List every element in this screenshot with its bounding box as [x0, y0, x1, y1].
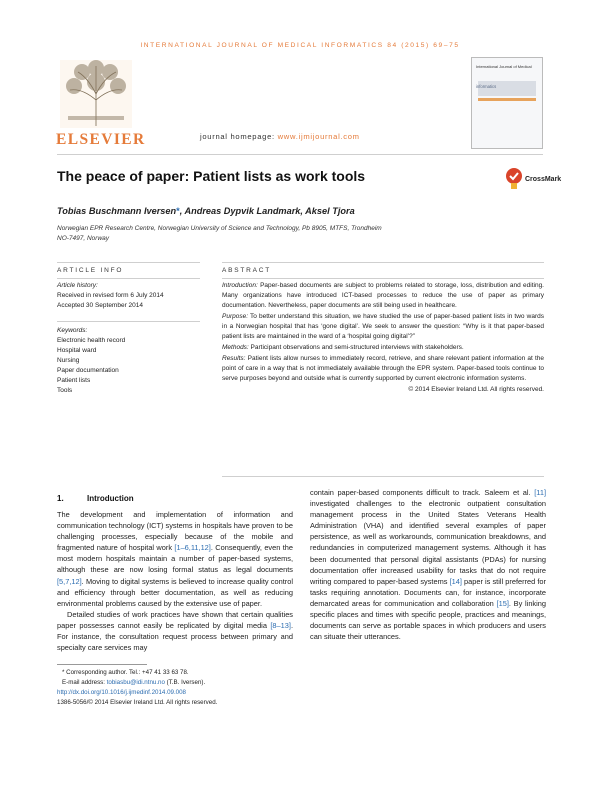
- elsevier-tree-logo: [60, 60, 132, 128]
- abstract-introduction: Introduction: Paper-based documents are subject to problems related to storage, loss, distribution and editing. Many organizations have introduced ICT-based processes to reduce the use of paper as primary documentation. Nevertheless, paper documents are still being used in healthcare.: [222, 282, 544, 309]
- keyword: Tools: [57, 387, 73, 394]
- first-author: Tobias Buschmann Iversen: [57, 206, 177, 216]
- intro-paragraph-1: The development and implementation of information and communication technology (ICT) systems in hospitals have proven to be challenging processes, especially because of the mobile and fragmented nature of hospital work [1–6,11,12]. Consequently, even the most modern hospitals maintain a number of paper-based systems, although these are now losing formal status as legal documents [5,7,12]. Moving to digital systems is believed to increase quality control and efficiency through better documentation, as well as reducing environmental problems caused by the extensive use of paper.: [57, 510, 293, 608]
- article-info-rule-bottom: [57, 278, 200, 279]
- citation-link[interactable]: [14]: [449, 576, 462, 586]
- homepage-link[interactable]: www.ijmijournal.com: [277, 132, 360, 141]
- doi-link[interactable]: http://dx.doi.org/10.1016/j.ijmedinf.2014.09.008: [57, 689, 186, 696]
- footnotes: [57, 668, 357, 708]
- history-label: Article history:: [57, 282, 98, 289]
- abstract-label: Results:: [222, 355, 246, 362]
- article-info-heading: ARTICLE INFO: [57, 267, 124, 274]
- body-left-column: [57, 509, 293, 653]
- author-list: [57, 206, 355, 216]
- section-title: Introduction: [87, 494, 134, 503]
- cover-title: informatics: [476, 84, 497, 89]
- crossmark-icon[interactable]: [505, 167, 523, 189]
- abstract-methods: Methods: Participant observations and semi-structured interviews with stakeholders.: [222, 344, 464, 351]
- affiliation-line-1: Norwegian EPR Research Centre, Norwegian University of Science and Technology, Pb 8905, MTFS, Trondheim: [57, 225, 382, 232]
- other-authors: , Andreas Dypvik Landmark, Aksel Tjora: [179, 206, 355, 216]
- affiliation-line-2: NO-7497, Norway: [57, 235, 110, 242]
- abstract-copyright: © 2014 Elsevier Ireland Ltd. All rights reserved.: [408, 386, 544, 393]
- publisher-logo-text: ELSEVIER: [56, 131, 146, 148]
- received-date: Received in revised form 6 July 2014: [57, 292, 164, 299]
- corresponding-author-marker[interactable]: *: [176, 206, 180, 216]
- keyword: Paper documentation: [57, 367, 119, 374]
- body-right-column: [310, 487, 546, 642]
- abstract-rule-top: [222, 262, 544, 263]
- corresponding-author-note: * Corresponding author. Tel.: +47 41 33 63 78.: [62, 669, 189, 676]
- section-heading-introduction: [57, 494, 134, 503]
- footnote-divider: [57, 664, 147, 665]
- crossmark-label[interactable]: CrossMark: [525, 176, 562, 183]
- keyword: Electronic health record: [57, 337, 126, 344]
- keyword: Hospital ward: [57, 347, 97, 354]
- article-info-rule-top: [57, 262, 200, 263]
- intro-paragraph-continued: contain paper-based components difficult to track. Saleem et al. [11] investigated challenges to the electronic outpatient consultation management process in the United States Veterans Health Administration (VHA) and identified several examples of paper persistence, as well as workarounds, communication breakdowns, and redundancies in computerized management systems. Although it has been documented that personal digital assistants (PDAs) for nursing documentation offer increased usability for tasks that do not require writing compared to paper-based systems [14] paper is still preferred for tasks requiring annotation. Documents can, for instance, incorporate demarcated areas for communication and collaboration [15]. By linking specific places and times with specific people, practices and meanings, documents can serve as portable spaces in which producers and users can situate their utterances.: [310, 488, 546, 642]
- homepage-label: journal homepage:: [200, 132, 278, 141]
- abstract-label: Methods:: [222, 344, 249, 351]
- abstract-purpose: Purpose: To better understand this situation, we have studied the use of paper-based patient lists in two wards in a Norwegian hospital that has ‘gone digital’. We seek to answer the question: “Why is it that paper-based patient lists are maintained in the ward of a ‘hospital going digital’?”: [222, 313, 544, 340]
- abstract-rule-bottom: [222, 278, 544, 279]
- citation-link[interactable]: [5,7,12]: [57, 576, 82, 586]
- citation-link[interactable]: [8–13]: [270, 620, 291, 630]
- affiliation: [57, 224, 497, 244]
- keywords-label: Keywords:: [57, 327, 88, 334]
- citation-link[interactable]: [11]: [534, 488, 546, 497]
- article-info: [57, 281, 197, 396]
- abstract-results: Results: Patient lists allow nurses to immediately record, retrieve, and share relevant patient information at the point of care in a way that is not immediately available through the EPR system. Paper-based tools continue to serve purposes beyond and outside what is currently supported by current electronic information systems.: [222, 355, 544, 382]
- email-link[interactable]: tobiasbu@idi.ntnu.no: [106, 679, 165, 686]
- keywords-divider: [57, 321, 200, 322]
- cover-journal-top: International Journal of Medical: [476, 64, 532, 69]
- abstract-label: Purpose:: [222, 313, 249, 320]
- intro-paragraph-2: Detailed studies of work practices have shown that certain qualities paper possesses cannot easily be replicated by digital media [8–13]. For instance, the consultation request process between primary and specialty care services may: [57, 609, 293, 653]
- cover-accent-bar: [478, 98, 536, 101]
- keyword: Patient lists: [57, 377, 91, 384]
- article-title: The peace of paper: Patient lists as work tools: [57, 168, 366, 184]
- abstract-label: Introduction:: [222, 282, 258, 289]
- keyword: Nursing: [57, 357, 80, 364]
- abstract-body: [222, 281, 544, 396]
- accepted-date: Accepted 30 September 2014: [57, 302, 144, 309]
- section-number: 1.: [57, 494, 64, 503]
- issn-copyright: 1386-5056/© 2014 Elsevier Ireland Ltd. All rights reserved.: [57, 699, 218, 706]
- citation-link[interactable]: [1–6,11,12]: [174, 543, 211, 553]
- journal-citation: INTERNATIONAL JOURNAL OF MEDICAL INFORMATICS 84 (2015) 69–75: [140, 42, 460, 49]
- journal-cover-image: [471, 57, 543, 149]
- journal-homepage: [200, 132, 360, 141]
- header-divider: [57, 154, 543, 155]
- abstract-rule-end: [222, 476, 544, 477]
- abstract-heading: ABSTRACT: [222, 267, 272, 274]
- citation-link[interactable]: [15]: [496, 598, 509, 608]
- email-note: E-mail address: tobiasbu@idi.ntnu.no (T.B. Iversen).: [62, 679, 206, 686]
